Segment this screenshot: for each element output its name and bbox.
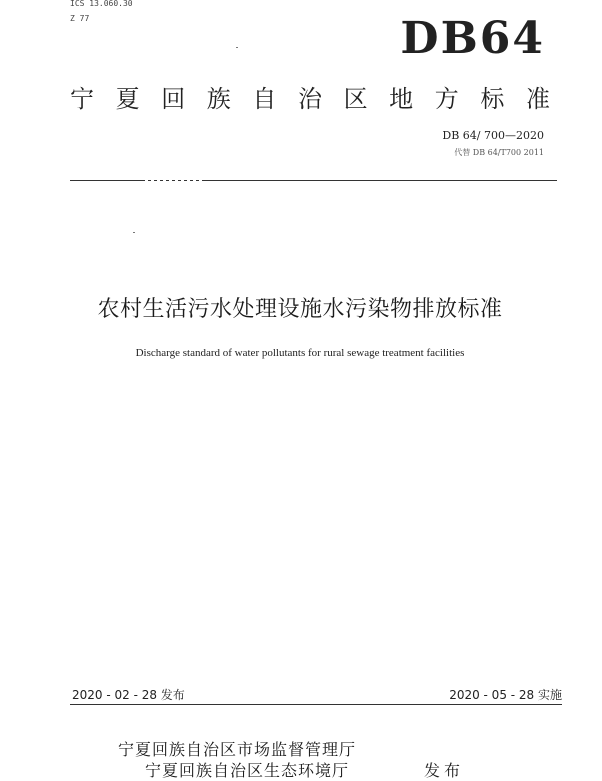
replaces-note: 代替 DB 64/T700 2011 xyxy=(454,148,544,157)
category-char: 地 xyxy=(389,85,414,113)
ics-code: ICS 13.060.30 xyxy=(70,0,133,8)
category-char: 回 xyxy=(161,85,186,113)
category-char: 区 xyxy=(343,85,368,113)
db64-logo: DB64 xyxy=(400,13,545,64)
category-char: 治 xyxy=(297,85,322,113)
effective-date: 2020 - 05 - 28 实施 xyxy=(449,688,562,702)
standard-code: DB 64/ 700—2020 xyxy=(442,129,544,142)
category-char: 准 xyxy=(525,85,550,113)
category-char: 宁 xyxy=(70,85,94,113)
issue-label: 发布 xyxy=(424,761,465,780)
issuing-org-1: 宁夏回族自治区市场监督管理厅 xyxy=(118,740,357,759)
scan-speck xyxy=(133,232,135,233)
footer-divider xyxy=(70,704,562,705)
ics-subcode: Z 77 xyxy=(70,14,90,23)
document-title-en: Discharge standard of water pollutants for rural sewage treatment facilities xyxy=(135,347,465,359)
scan-speck xyxy=(236,47,238,48)
category-char: 自 xyxy=(252,85,277,113)
category-char: 族 xyxy=(206,85,231,113)
publish-date: 2020 - 02 - 28 发布 xyxy=(72,688,185,702)
category-char: 方 xyxy=(434,85,459,113)
issuing-org-2: 宁夏回族自治区生态环境厅 xyxy=(145,761,350,780)
category-char: 标 xyxy=(480,85,505,113)
document-title-cn: 农村生活污水处理设施水污染物排放标准 xyxy=(97,297,503,322)
header-divider xyxy=(70,180,557,181)
category-char: 夏 xyxy=(115,85,140,113)
standard-category-title xyxy=(70,84,550,114)
header-divider-break xyxy=(145,179,205,182)
